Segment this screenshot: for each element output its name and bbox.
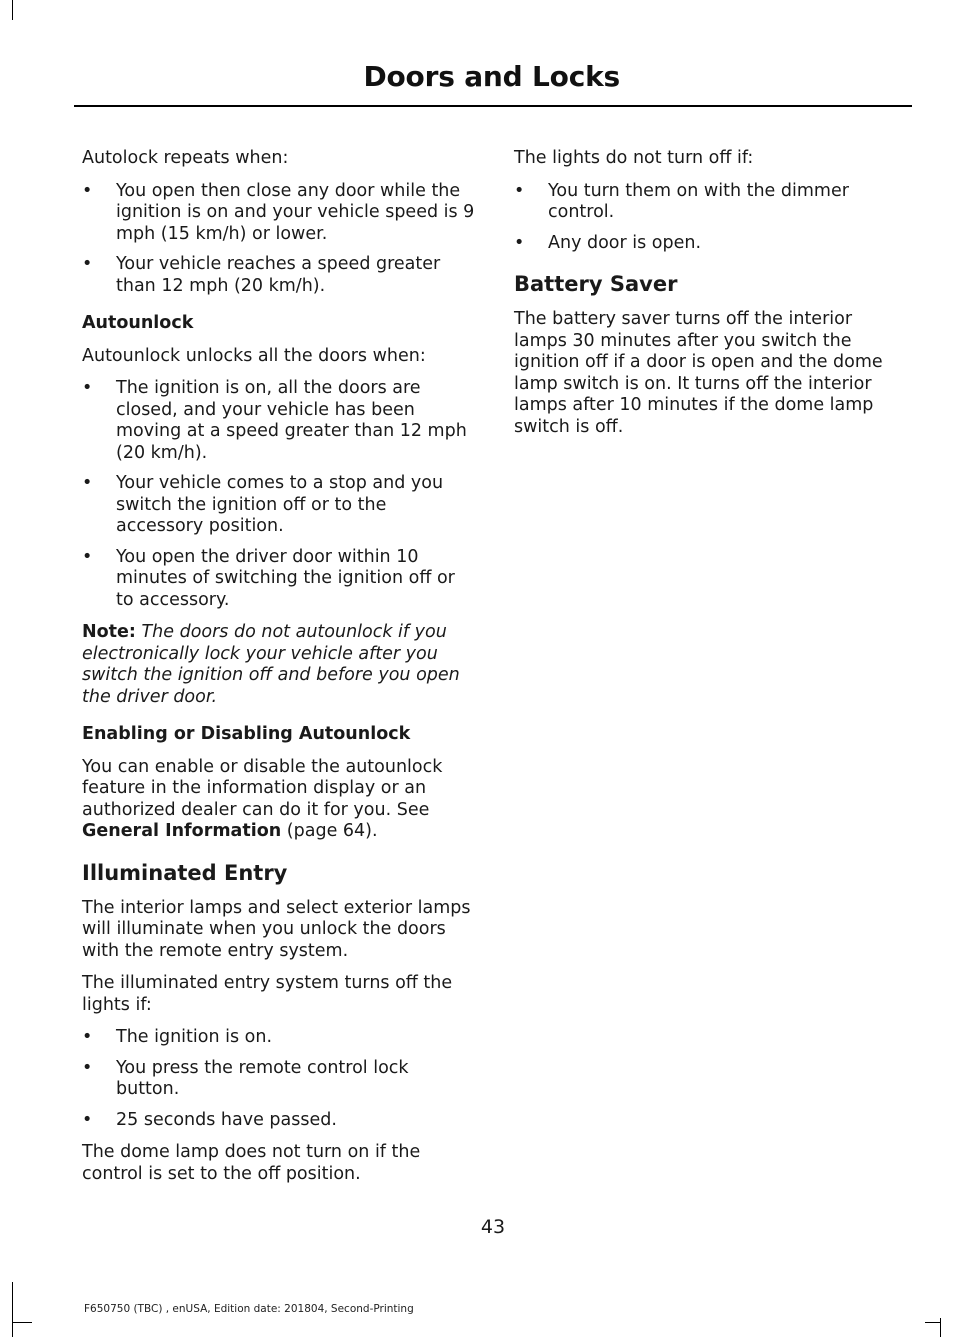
illuminated-entry-text: The interior lamps and select exterior lamps will illuminate when you unlock the doors with the remote entry system. [82, 897, 471, 961]
note-text: The doors do not autounlock if you electronically lock your vehicle after you switch the ignition off and before you open the driver door. [82, 622, 460, 707]
illuminated-off-list [82, 1027, 477, 1131]
illuminated-off-intro: The illuminated entry system turns off the lights if: [82, 973, 453, 1015]
list-item: • Any door is open. [514, 233, 909, 255]
autounlock-list [82, 378, 477, 611]
dome-lamp-text: The dome lamp does not turn on if the control is set to the off position. [82, 1142, 421, 1184]
list-item: • You turn them on with the dimmer control. [514, 181, 909, 224]
enable-autounlock-text [82, 757, 477, 843]
enable-autounlock-heading: Enabling or Disabling Autounlock [82, 724, 411, 744]
list-item: • The ignition is on, all the doors are closed, and your vehicle has been moving at a speed greater than 12 mph (20 km/h). [82, 378, 477, 464]
page-number: 43 [480, 1216, 506, 1238]
lights-intro: The lights do not turn off if: [514, 148, 754, 168]
list-item: • You open the driver door within 10 minutes of switching the ignition off or to accessory. [82, 547, 477, 612]
autolock-intro: Autolock repeats when: [82, 148, 289, 168]
autounlock-heading: Autounlock [82, 313, 194, 333]
crop-mark [12, 0, 13, 20]
crop-mark [12, 1282, 13, 1337]
page-title: Doors and Locks [363, 60, 620, 93]
list-item: • You press the remote control lock button. [82, 1058, 477, 1101]
footer-edition: F650750 (TBC) , enUSA, Edition date: 201804, Second-Printing [84, 1303, 414, 1315]
enable-text: You can enable or disable the autounlock feature in the information display or an authorized dealer can do it for you. See [82, 756, 443, 820]
general-information-link[interactable]: General Information [82, 821, 282, 841]
autounlock-intro: Autounlock unlocks all the doors when: [82, 345, 426, 366]
list-item: • Your vehicle reaches a speed greater than 12 mph (20 km/h). [82, 254, 477, 297]
right-column [514, 148, 909, 449]
battery-saver-text: The battery saver turns off the interior lamps 30 minutes after you switch the ignition off if a door is open and the dome lamp switch is on. It turns off the interior lamps after 10 minutes if the dome lamp switch is off. [514, 309, 883, 437]
lights-list [514, 181, 909, 255]
list-item: • Your vehicle comes to a stop and you switch the ignition off or to the accessory position. [82, 473, 477, 538]
crop-mark [925, 1322, 940, 1323]
crop-mark [940, 1318, 941, 1337]
illuminated-entry-heading: Illuminated Entry [82, 860, 288, 885]
crop-mark [12, 1322, 32, 1323]
list-item: • 25 seconds have passed. [82, 1110, 477, 1132]
list-item: • The ignition is on. [82, 1027, 477, 1049]
battery-saver-heading: Battery Saver [514, 272, 678, 296]
page-reference: (page 64). [286, 821, 378, 841]
note-label: Note: [82, 622, 136, 642]
header-rule [74, 105, 912, 107]
left-column [82, 148, 477, 1196]
note [82, 622, 477, 708]
list-item: • You open then close any door while the ignition is on and your vehicle speed is 9 mph (15 km/h) or lower. [82, 181, 477, 246]
autolock-list [82, 181, 477, 298]
